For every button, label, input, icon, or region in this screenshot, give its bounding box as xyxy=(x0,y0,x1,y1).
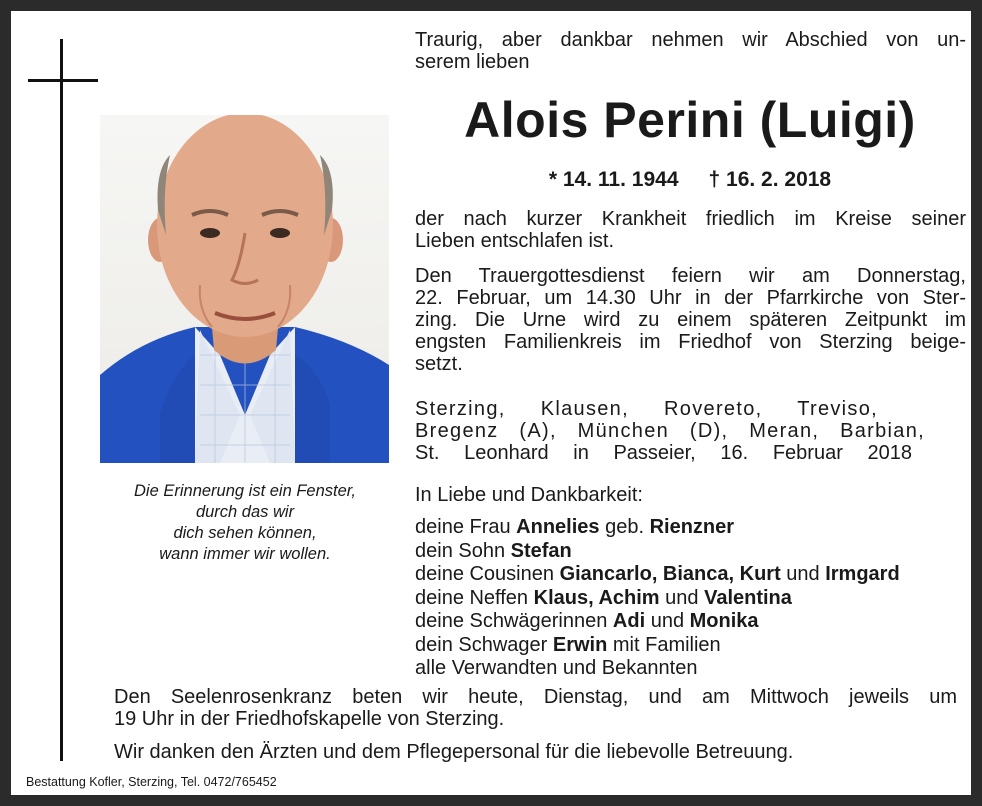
service-line: Den Trauergottesdienst feiern wir am Donnerstag, xyxy=(415,265,966,287)
relative-line xyxy=(415,657,900,681)
intro-line: serem lieben xyxy=(415,51,530,73)
funeral-home-footer: Bestattung Kofler, Sterzing, Tel. 0472/765452 xyxy=(26,775,277,789)
quote-line: Die Erinnerung ist ein Fenster, xyxy=(134,482,356,500)
places-line: Sterzing, Klausen, Rovereto, Treviso, xyxy=(415,398,878,420)
relative-line xyxy=(415,563,900,587)
relative-text: deine Schwägerinnen xyxy=(415,610,613,632)
places-line: Bregenz (A), München (D), Meran, Barbian, xyxy=(415,420,925,442)
portrait-photo xyxy=(100,115,389,463)
places-date-line: St. Leonhard in Passeier, 16. Februar 2018 xyxy=(415,442,912,464)
relative-line xyxy=(415,634,900,658)
service-line: zing. Die Urne wird zu einem späteren Zeitpunkt im xyxy=(415,309,966,331)
relative-text: und xyxy=(780,563,826,585)
life-dates xyxy=(415,167,965,193)
service-line: engsten Familienkreis im Friedhof von Sterzing beige- xyxy=(415,331,966,353)
relative-line xyxy=(415,540,900,564)
quote-line: durch das wir xyxy=(195,503,295,521)
relatives-list xyxy=(415,516,900,681)
relative-text: geb. xyxy=(599,516,650,538)
intro-line: Traurig, aber dankbar nehmen wir Abschied von un- xyxy=(415,29,966,51)
obituary-card xyxy=(11,11,971,795)
thanks-text: Wir danken den Ärzten und dem Pflegepersonal für die liebevolle Betreuung. xyxy=(114,741,794,763)
relative-text: deine Frau xyxy=(415,516,517,538)
relative-line xyxy=(415,516,900,540)
relative-name: Irmgard xyxy=(825,563,900,585)
relative-text: deine Neffen xyxy=(415,586,534,609)
relative-text: und xyxy=(645,610,690,632)
deceased-name: Alois Perini (Luigi) xyxy=(464,92,916,148)
birth-date: * 14. 11. 1944 xyxy=(548,168,679,191)
relative-text: dein Schwager xyxy=(415,633,553,656)
relative-name: Adi xyxy=(612,610,646,632)
quote-line: dich sehen können, xyxy=(173,524,317,542)
cross-vertical-bar xyxy=(60,39,63,761)
rosary-line: Den Seelenrosenkranz beten wir heute, Dienstag, und am Mittwoch jeweils um xyxy=(114,686,957,708)
relative-text: alle Verwandten und Bekannten xyxy=(415,657,698,679)
love-heading: In Liebe und Dankbarkeit: xyxy=(415,484,643,506)
relative-name: Annelies xyxy=(516,516,600,538)
relative-line xyxy=(415,587,900,611)
quote-line: wann immer wir wollen. xyxy=(159,545,331,563)
cross-horizontal-bar xyxy=(28,79,98,82)
relative-text: dein Sohn xyxy=(415,539,511,562)
rosary-line: 19 Uhr in der Friedhofskapelle von Sterzing. xyxy=(114,708,505,730)
service-line: 22. Februar, um 14.30 Uhr in der Pfarrkirche von Ster- xyxy=(415,287,966,309)
passing-line: der nach kurzer Krankheit friedlich im Kreise seiner xyxy=(415,208,966,230)
relative-name: Monika xyxy=(689,610,759,632)
relative-text: mit Familien xyxy=(607,633,721,656)
relative-name: Stefan xyxy=(510,539,572,562)
passing-line: Lieben entschlafen ist. xyxy=(415,230,615,252)
memorial-quote xyxy=(111,481,379,565)
relative-name: Valentina xyxy=(704,586,792,609)
service-line: setzt. xyxy=(415,353,463,375)
relative-name: Klaus, Achim xyxy=(533,586,660,609)
relative-text: und xyxy=(659,586,705,609)
relative-name: Giancarlo, Bianca, Kurt xyxy=(559,563,781,585)
death-date: † 16. 2. 2018 xyxy=(708,168,832,191)
relative-name: Rienzner xyxy=(649,516,735,538)
relative-text: deine Cousinen xyxy=(415,563,560,585)
relative-line xyxy=(415,610,900,634)
relative-name: Erwin xyxy=(552,633,608,656)
